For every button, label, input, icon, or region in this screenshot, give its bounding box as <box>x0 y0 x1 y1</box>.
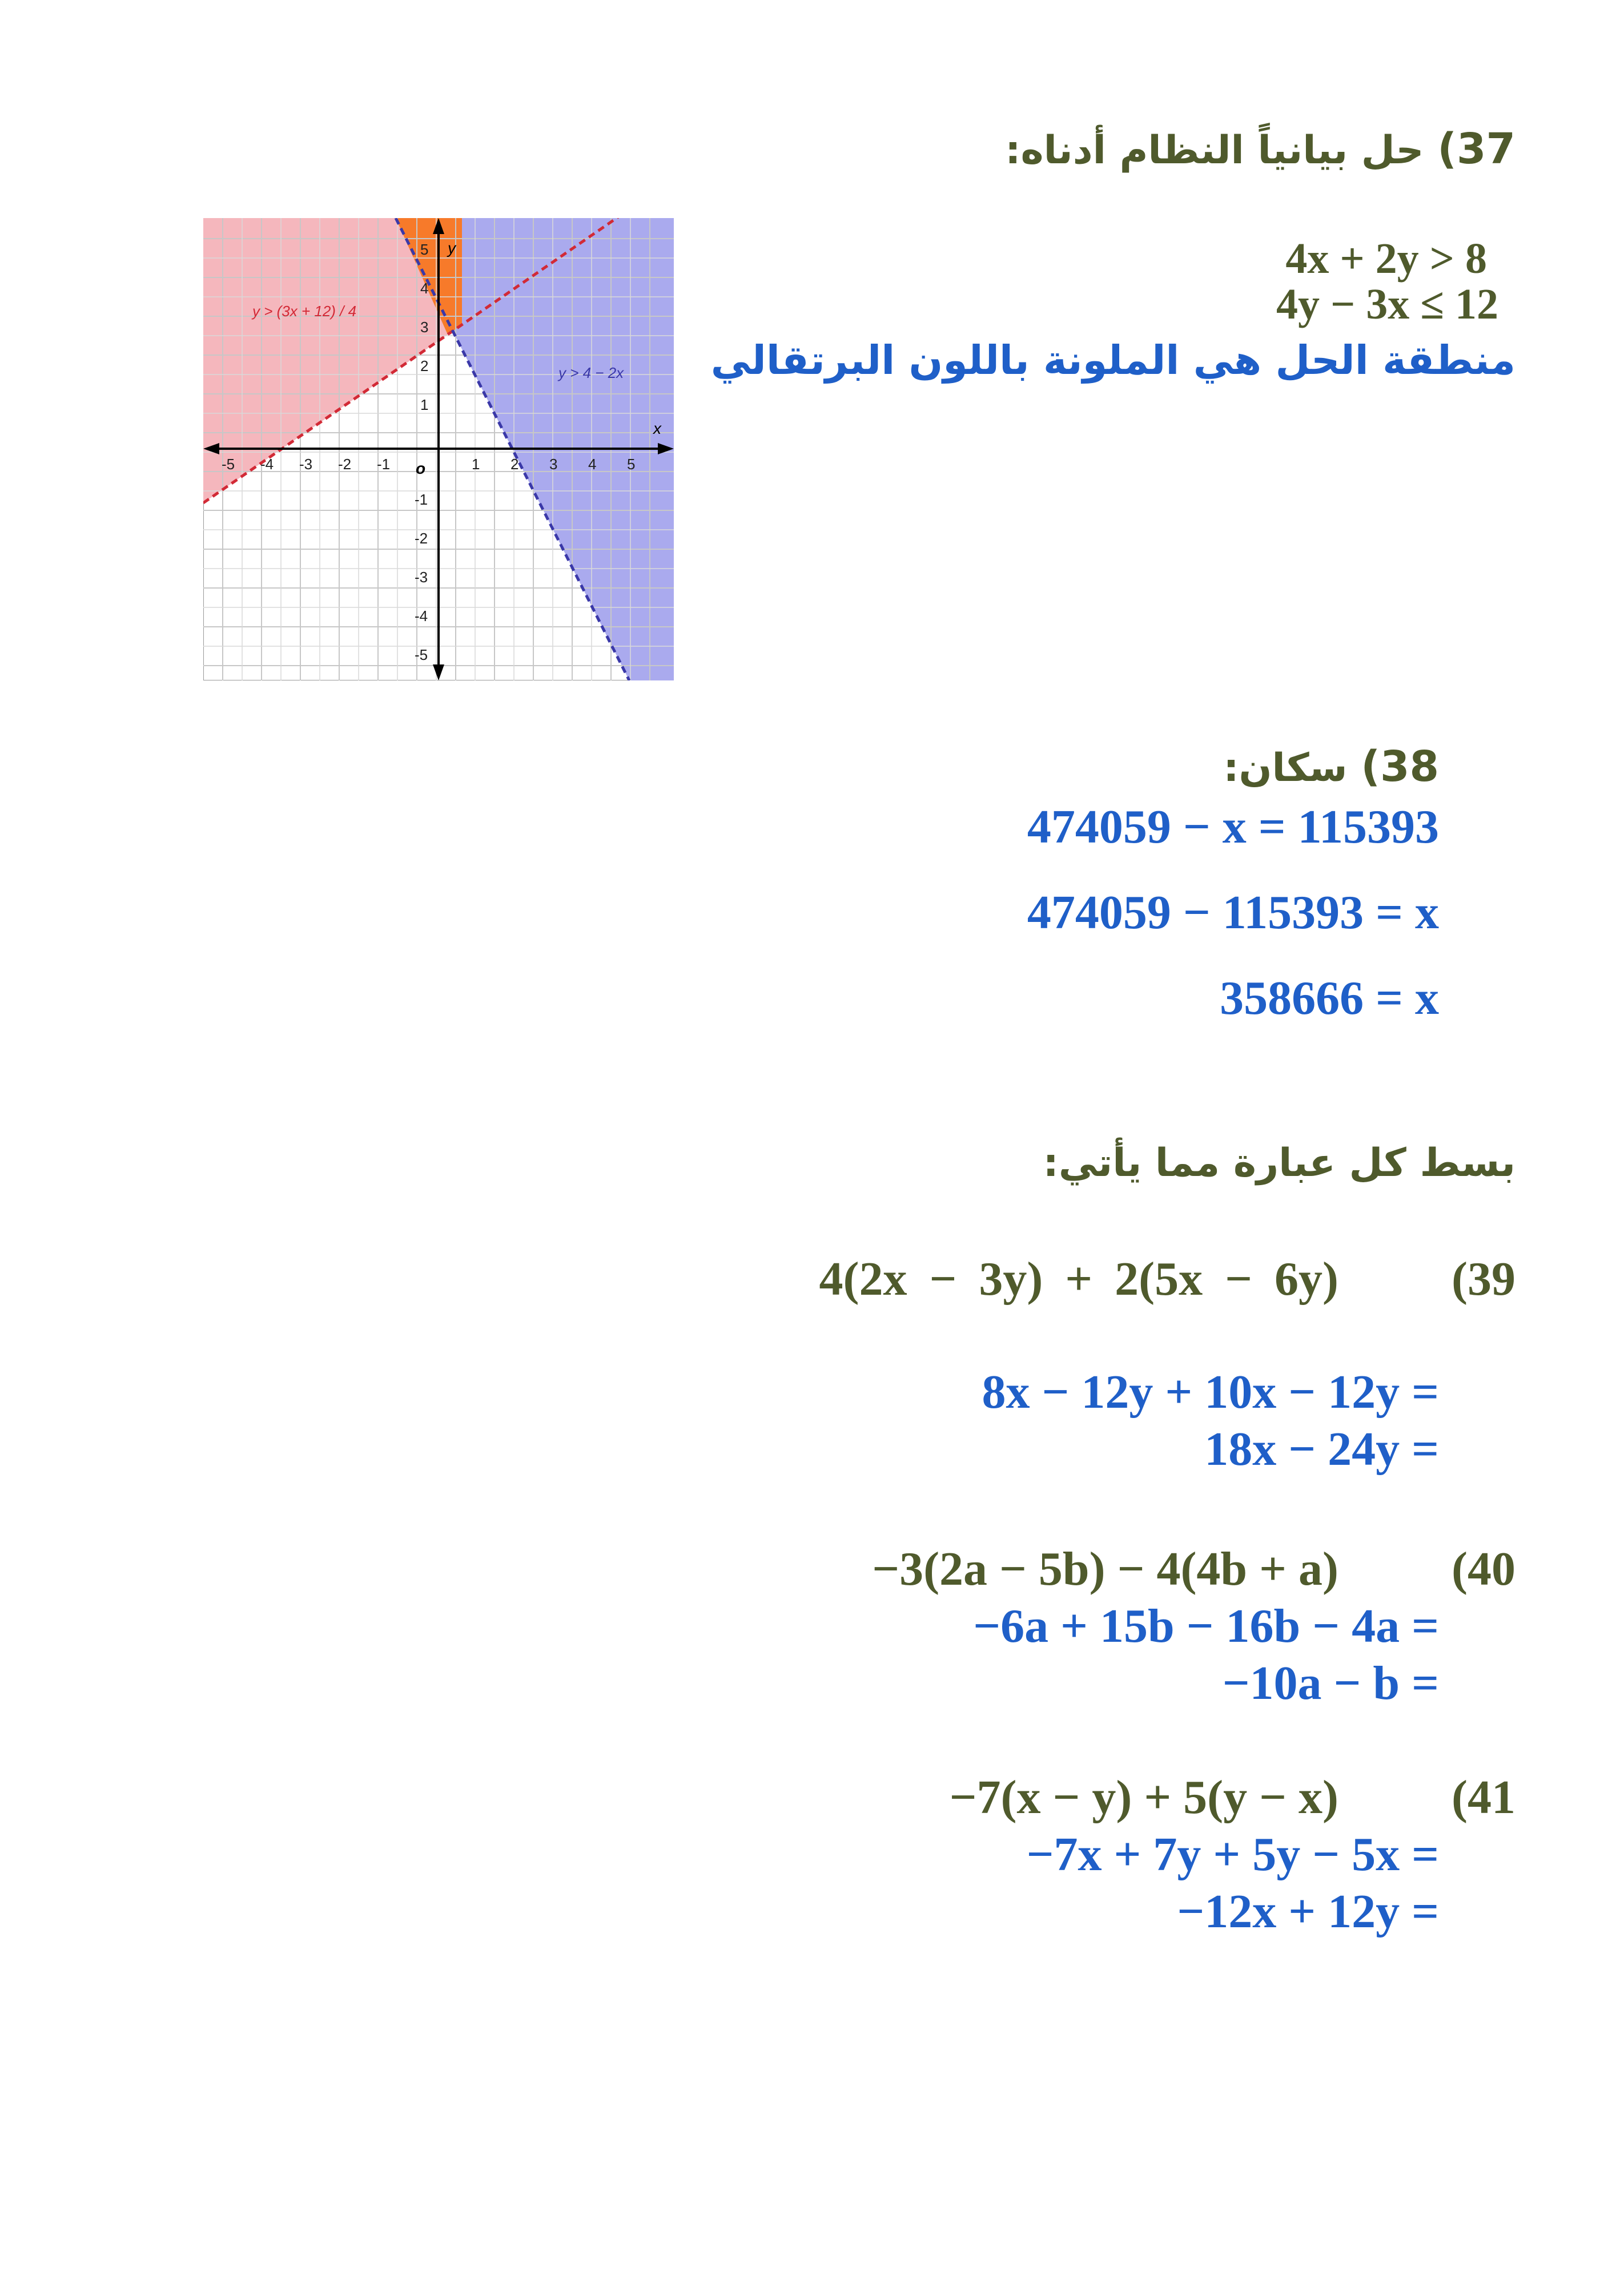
q39-step-2: 18x − 24y = <box>1204 1423 1439 1476</box>
q39-number: (39 <box>1452 1252 1516 1306</box>
x-axis-label: x <box>653 420 661 437</box>
q38-line-2: 474059 − 115393 = x <box>1027 886 1439 939</box>
q40-step-2: −10a − b = <box>1222 1657 1439 1710</box>
simplify-heading: بسط كل عبارة مما يأتي: <box>1043 1141 1516 1186</box>
y-tick-label: -4 <box>415 607 428 625</box>
y-tick-label: -1 <box>415 491 428 508</box>
q41-step-2: −12x + 12y = <box>1177 1885 1439 1938</box>
x-tick-label: 2 <box>510 456 519 473</box>
y-axis-label: y <box>448 239 456 257</box>
q40-number: (40 <box>1452 1542 1516 1596</box>
q37-answer: منطقة الحل هي الملونة باللون البرتقالي <box>710 337 1516 384</box>
q37-prompt-text: حل بيانياً النظام أدناه: <box>1005 128 1424 173</box>
y-tick-label: 1 <box>420 396 429 413</box>
q38-line-1: 474059 − x = 115393 <box>1027 800 1439 853</box>
y-tick-label: 5 <box>420 241 429 258</box>
q41-step-1: −7x + 7y + 5y − 5x = <box>1026 1828 1439 1881</box>
x-tick-label: 5 <box>627 456 636 473</box>
q38-prompt-text: سكان: <box>1223 746 1348 791</box>
q40-expression: −3(2a − 5b) − 4(4b + a) <box>872 1542 1338 1596</box>
blue-inequality-label: y > 4 − 2x <box>558 364 624 381</box>
x-tick-label: 4 <box>588 456 597 473</box>
origin-label: o <box>416 460 426 477</box>
q38-line-3: 358666 = x <box>1220 972 1439 1025</box>
y-tick-label: -2 <box>415 530 428 547</box>
y-tick-label: -3 <box>415 569 428 586</box>
q37-inequality-1: 4x + 2y > 8 <box>1285 235 1487 283</box>
y-tick-label: 4 <box>420 280 429 297</box>
x-tick-label: -4 <box>260 456 274 473</box>
y-tick-label: -5 <box>415 646 428 663</box>
x-tick-label: -1 <box>377 456 391 473</box>
y-tick-label: 2 <box>420 357 429 374</box>
q37-number: 37) <box>1437 124 1516 174</box>
x-tick-label: 3 <box>549 456 558 473</box>
red-inequality-label: y > (3x + 12) / 4 <box>252 303 357 320</box>
q40-step-1: −6a + 15b − 16b − 4a = <box>973 1600 1439 1653</box>
x-tick-label: -3 <box>299 456 313 473</box>
q41-number: (41 <box>1452 1771 1516 1824</box>
inequality-graph <box>203 218 674 680</box>
x-tick-label: -2 <box>338 456 352 473</box>
x-tick-label: 1 <box>472 456 480 473</box>
y-tick-label: 3 <box>420 319 429 336</box>
q38-prompt <box>1223 742 1439 791</box>
q37-inequality-2: 4y − 3x ≤ 12 <box>1276 280 1498 328</box>
q37-prompt <box>1005 124 1516 174</box>
q41-expression: −7(x − y) + 5(y − x) <box>949 1771 1338 1824</box>
q39-step-1: 8x − 12y + 10x − 12y = <box>982 1365 1439 1419</box>
q38-number: 38) <box>1361 742 1439 791</box>
q39-expression: 4(2x − 3y) + 2(5x − 6y) <box>819 1252 1338 1306</box>
x-tick-label: -5 <box>222 456 235 473</box>
